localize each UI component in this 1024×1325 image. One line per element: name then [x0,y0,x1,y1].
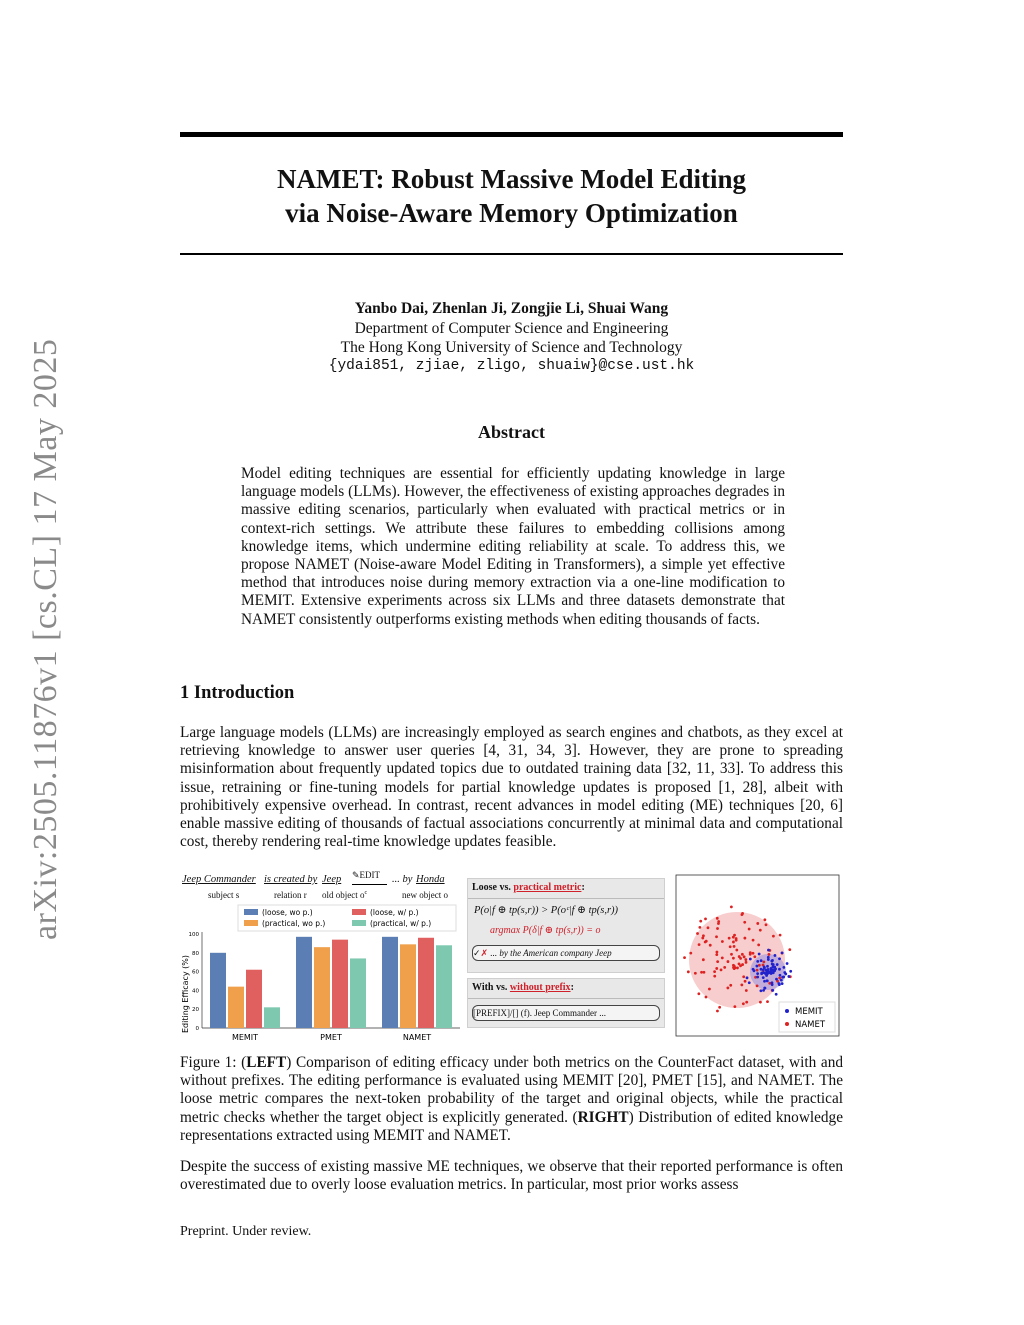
scatter-point [721,940,724,943]
scatter-point [746,976,749,979]
scatter-point [723,966,726,969]
subject-text: Jeep Commander [182,874,256,885]
scatter-point [743,955,746,958]
scatter-point [756,969,759,972]
scatter-point [741,912,744,915]
scatter-point [743,937,746,940]
legend-label: (loose, w/ p.) [370,908,419,917]
closing-paragraph: Despite the success of existing massive ME techniques, we observe that their reported performance is often overestimated due to overly loose evaluation metrics. In particular, most prior works assess [180,1158,843,1194]
scatter-point [779,934,782,937]
scatter-point [748,981,751,984]
x-category-label: MEMIT [231,1033,259,1042]
prefix-example-text: [PREFIX]/[] (f). Jeep Commander ... [473,1008,606,1018]
scatter-point [771,989,774,992]
label-subject: subject s [208,890,240,900]
x-category-label: PMET [320,1033,342,1042]
scatter-point [729,945,732,948]
scatter-point [732,941,735,944]
scatter-point [739,957,742,960]
author-emails: {ydai851, zjiae, zligo, shuaiw}@cse.ust.hk [328,358,695,374]
scatter-point [786,962,789,965]
bar [210,953,226,1028]
legend-label: (loose, wo p.) [262,908,313,917]
scatter-point [770,970,773,973]
scatter-point [756,960,759,963]
example-generation-box [472,945,660,961]
scatter-point [788,948,791,951]
bar [382,937,398,1028]
scatter-point [702,958,705,961]
scatter-point [733,965,736,968]
scatter-point [716,927,719,930]
scatter-point [742,1002,745,1005]
scatter-point [775,993,778,996]
scatter-point [703,971,706,974]
scatter-point [689,952,692,955]
bar [436,945,452,1028]
scatter-point [766,1000,769,1003]
scatter-point [776,963,779,966]
scatter-point [762,960,765,963]
scatter-point [771,981,774,984]
scatter-point [733,945,736,948]
scatter-point [765,974,768,977]
scatter-point [720,968,723,971]
prefix-panel-divider [468,998,664,999]
arxiv-side-label: arXiv:2505.11876v1 [cs.CL] 17 May 2025 [27,338,64,940]
editing-efficacy-bar-chart [180,902,465,1044]
scatter-point [728,937,731,940]
scatter-point [716,960,719,963]
scatter-point [744,958,747,961]
figure-caption: Figure 1: (LEFT) Comparison of editing efficacy under both metrics on the CounterFact dataset, with and without prefixes. The editing performance is evaluated using MEMIT [20], PMET [15], and NAMET. The loose metric compares the next-token probability of the target and original objects, while the practical metric checks whether the target object is explicitly generated. (RIGHT) Distribution of edited knowledge representations extracted using MEMIT and NAMET. [180,1054,843,1144]
legend-label: (practical, wo p.) [262,919,326,928]
scatter-point [772,935,775,938]
legend-swatch [352,909,366,915]
check-icon: ✓ [473,948,481,958]
y-axis-label: Editing Efficacy (%) [181,954,190,1034]
scatter-point [730,905,733,908]
edit-label: ✎EDIT [352,870,381,880]
scatter-point [787,975,790,978]
scatter-point [756,972,759,975]
label-relation: relation r [274,890,307,900]
scatter-point [782,966,785,969]
edit-arrow [352,884,387,885]
scatter-point [780,979,783,982]
y-tick-label: 40 [192,988,199,995]
new-object-text: Honda [416,874,445,885]
bar [228,987,244,1028]
scatter-point [770,960,773,963]
scatter-point [764,987,767,990]
scatter-point [696,932,699,935]
scatter-point [698,943,701,946]
scatter-point [704,917,707,920]
scatter-point [756,976,759,979]
scatter-point [741,963,744,966]
without-prefix-label: without prefix [509,982,571,993]
scatter-point [733,1005,736,1008]
scatter-point [736,967,739,970]
practical-metric-label: practical metric [513,882,582,893]
scatter-point [735,949,738,952]
loose-metric-formula: P(o|f ⊕ tp(s,r)) > P(oᶜ|f ⊕ tp(s,r)) [474,905,619,916]
scatter-legend-namet: NAMET [795,1020,826,1030]
scatter-point [789,970,792,973]
label-old-object: old object $o^c$ [322,890,368,900]
scatter-point [768,953,771,956]
scatter-point [732,957,735,960]
scatter-point [755,965,758,968]
scatter-point [715,935,718,938]
scatter-point [745,961,748,964]
intro-paragraph: Large language models (LLMs) are increasingly employed as search engines and chatbots, as they excel at retrieving knowledge to answer user queries [4, 31, 34, 3]. However, they are prone to spreading misinformation about frequently updated topics due to outdated training data [32, 11, 33]. To address this issue, retraining or fine-tuning models for partial knowledge updates is proposed [1, 28], albeit with prohibitively expensive overhead. In contrast, recent advances in model editing (ME) techniques [20, 6] enable massive editing of thousands of factual associations concurrently at minimal data and computational cost, thereby rendering real-time knowledge updates feasible. [180,724,843,851]
bar [264,1007,280,1028]
relation-text: is created by [264,874,318,885]
bar [246,970,262,1028]
scatter-point [758,964,761,967]
scatter-point [745,1001,748,1004]
scatter-point [779,974,782,977]
bar [400,944,416,1028]
title-line-2: via Noise-Aware Memory Optimization [285,198,738,228]
scatter-point [715,967,718,970]
scatter-point [752,968,755,971]
scatter-point [752,939,755,942]
scatter-point [699,920,702,923]
scatter-point [759,1001,762,1004]
scatter-point [709,944,712,947]
scatter-point [727,960,730,963]
scatter-point [781,951,784,954]
title-line-1: NAMET: Robust Massive Model Editing [276,164,747,194]
scatter-point [729,984,732,987]
scatter-point [748,928,751,931]
scatter-point [749,958,752,961]
scatter-legend-marker-namet [785,1022,789,1026]
scatter-point [767,970,770,973]
scatter-point [740,983,743,986]
scatter-point [753,955,756,958]
scatter-point [732,936,735,939]
scatter-point [781,982,784,985]
scatter-point [697,992,700,995]
scatter-point [698,926,701,929]
scatter-point [694,972,697,975]
scatter-point [704,941,707,944]
scatter-point [735,937,738,940]
abstract-heading: Abstract [478,422,545,442]
legend-swatch [244,920,258,926]
scatter-point [745,989,748,992]
scatter-point [730,953,733,956]
scatter-point [743,921,746,924]
scatter-point [749,951,752,954]
title-bottom-rule [180,253,843,255]
scatter-point [705,996,708,999]
scatter-point [758,953,761,956]
scatter-point [767,949,770,952]
y-tick-label: 60 [192,969,199,976]
scatter-point [716,917,719,920]
scatter-point [763,980,766,983]
authors: Yanbo Dai, Zhenlan Ji, Zongjie Li, Shuai Wang [354,300,669,317]
bar [418,938,434,1028]
scatter-point [778,957,781,960]
y-tick-label: 20 [192,1007,199,1014]
legend-label: (practical, w/ p.) [370,919,432,928]
scatter-point [774,954,777,957]
x-category-label: NAMET [402,1033,432,1042]
scatter-point [716,1010,719,1013]
scatter-point [683,956,686,959]
footer-note: Preprint. Under review. [180,1224,312,1239]
scatter-point [752,952,755,955]
scatter-point [741,953,744,956]
scatter-point [760,959,763,962]
example-generation-text: ... by the American company Jeep [490,948,612,958]
metric-panel [467,878,665,973]
affiliation-line-2: The Hong Kong University of Science and Technology [340,339,683,356]
scatter-point [708,988,711,991]
prefix-panel [467,978,665,1028]
scatter-point [726,987,729,990]
scatter-point [759,929,762,932]
scatter-point [760,968,763,971]
scatter-point [713,975,716,978]
scatter-point [721,956,724,959]
scatter-point [778,968,781,971]
scatter-point [766,965,769,968]
scatter-point [715,953,718,956]
by-text: ... by [392,874,413,885]
scatter-point [767,958,770,961]
scatter-point [756,985,759,988]
prefix-panel-title: With vs. without prefix: [472,982,574,993]
title-top-rule [180,132,843,137]
metric-panel-divider [468,898,664,899]
cross-icon: ✗ [480,948,489,958]
scatter-point [716,951,719,954]
legend-swatch [352,920,366,926]
scatter-point [782,975,785,978]
scatter-point [762,971,765,974]
scatter-point [766,979,769,982]
representation-scatter-plot [675,874,841,1038]
scatter-point [777,982,780,985]
bar [296,937,312,1028]
old-object-text: Jeep [322,874,342,885]
y-tick-label: 0 [195,1026,199,1032]
scatter-legend-memit: MEMIT [795,1007,823,1017]
scatter-point [687,970,690,973]
scatter-point [762,968,765,971]
scatter-point [774,968,777,971]
bar [314,947,330,1028]
scatter-point [713,970,716,973]
y-tick-label: 80 [192,950,199,957]
scatter-point [700,971,703,974]
affiliation-line-1: Department of Computer Science and Engineering [354,320,669,337]
paper-title [180,162,843,230]
practical-metric-formula: argmax P(δ|f ⊕ tp(s,r)) = o [490,925,601,936]
figure-1 [180,872,845,1044]
metric-panel-title: Loose vs. practical metric: [472,882,585,893]
scatter-point [702,934,705,937]
scatter-point [707,926,710,929]
scatter-point [759,989,762,992]
abstract-text: Model editing techniques are essential for efficiently updating knowledge in large language models (LLMs). However, the effectiveness of existing approaches degrades in massive editing scenarios, particularly when evaluated with practical metrics or in context-rich settings. We attribute these failures to embedding collisions among knowledge items, which undermine editing reliability at scale. To address this, we propose NAMET (Noise-aware Model Editing in Transformers), a simple yet effective method that introduces noise during memory extraction via a one-line modification to MEMIT. Extensive experiments across six LLMs and three datasets demonstrate that NAMET consistently outperforms existing methods when editing thousands of facts. [241,465,785,628]
section-heading-introduction: 1 Introduction [180,683,295,703]
scatter-point [762,976,765,979]
scatter-point [718,1006,721,1009]
legend-swatch [244,909,258,915]
scatter-point [784,973,787,976]
prefix-example-box [472,1005,660,1021]
scatter-point [756,922,759,925]
scatter-point [744,980,747,983]
bar [332,940,348,1028]
scatter-point [775,978,778,981]
scatter-point [717,922,720,925]
scatter-point [738,962,741,965]
scatter-legend-marker-memit [785,1009,789,1013]
y-tick-label: 100 [188,932,199,938]
scatter-point [757,943,760,946]
scatter-point [763,918,766,921]
bar [350,958,366,1028]
scatter-point [742,975,745,978]
scatter-point [771,963,774,966]
scatter-point [770,967,773,970]
label-new-object: new object o [402,890,448,900]
scatter-point [765,923,768,926]
